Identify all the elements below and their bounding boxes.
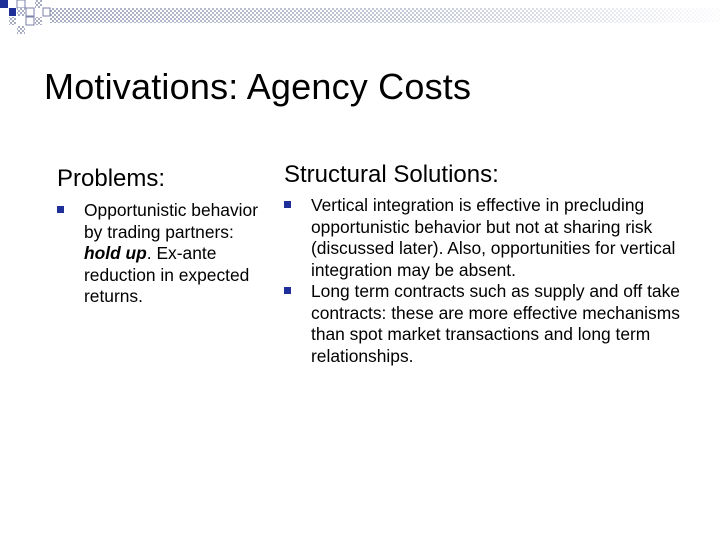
square-bullet-icon <box>284 201 291 208</box>
list-item <box>284 281 709 367</box>
solutions-heading: Structural Solutions: <box>284 161 499 188</box>
problem-text-start: Opportunistic behavior by trading partners: <box>84 200 258 242</box>
problems-list <box>57 200 272 308</box>
list-item <box>284 195 709 281</box>
solutions-list <box>284 195 709 367</box>
solution-text: Long term contracts such as supply and off take contracts: these are more effective mechanisms than spot market transactions and long term relationships. <box>311 281 680 366</box>
square-bullet-icon <box>284 287 291 294</box>
problem-text-end: . Ex-ante reduction in expected returns. <box>84 243 250 306</box>
problems-heading: Problems: <box>57 165 166 192</box>
list-item <box>57 200 272 308</box>
solution-text: Vertical integration is effective in precluding opportunistic behavior but not at sharing risk (discussed later). Also, opportunities for vertical integration may be absent. <box>311 195 676 280</box>
square-bullet-icon <box>57 206 64 213</box>
slide-title: Motivations: Agency Costs <box>44 66 472 107</box>
problem-emphasis: hold up <box>84 243 147 263</box>
header-decoration <box>0 0 720 44</box>
